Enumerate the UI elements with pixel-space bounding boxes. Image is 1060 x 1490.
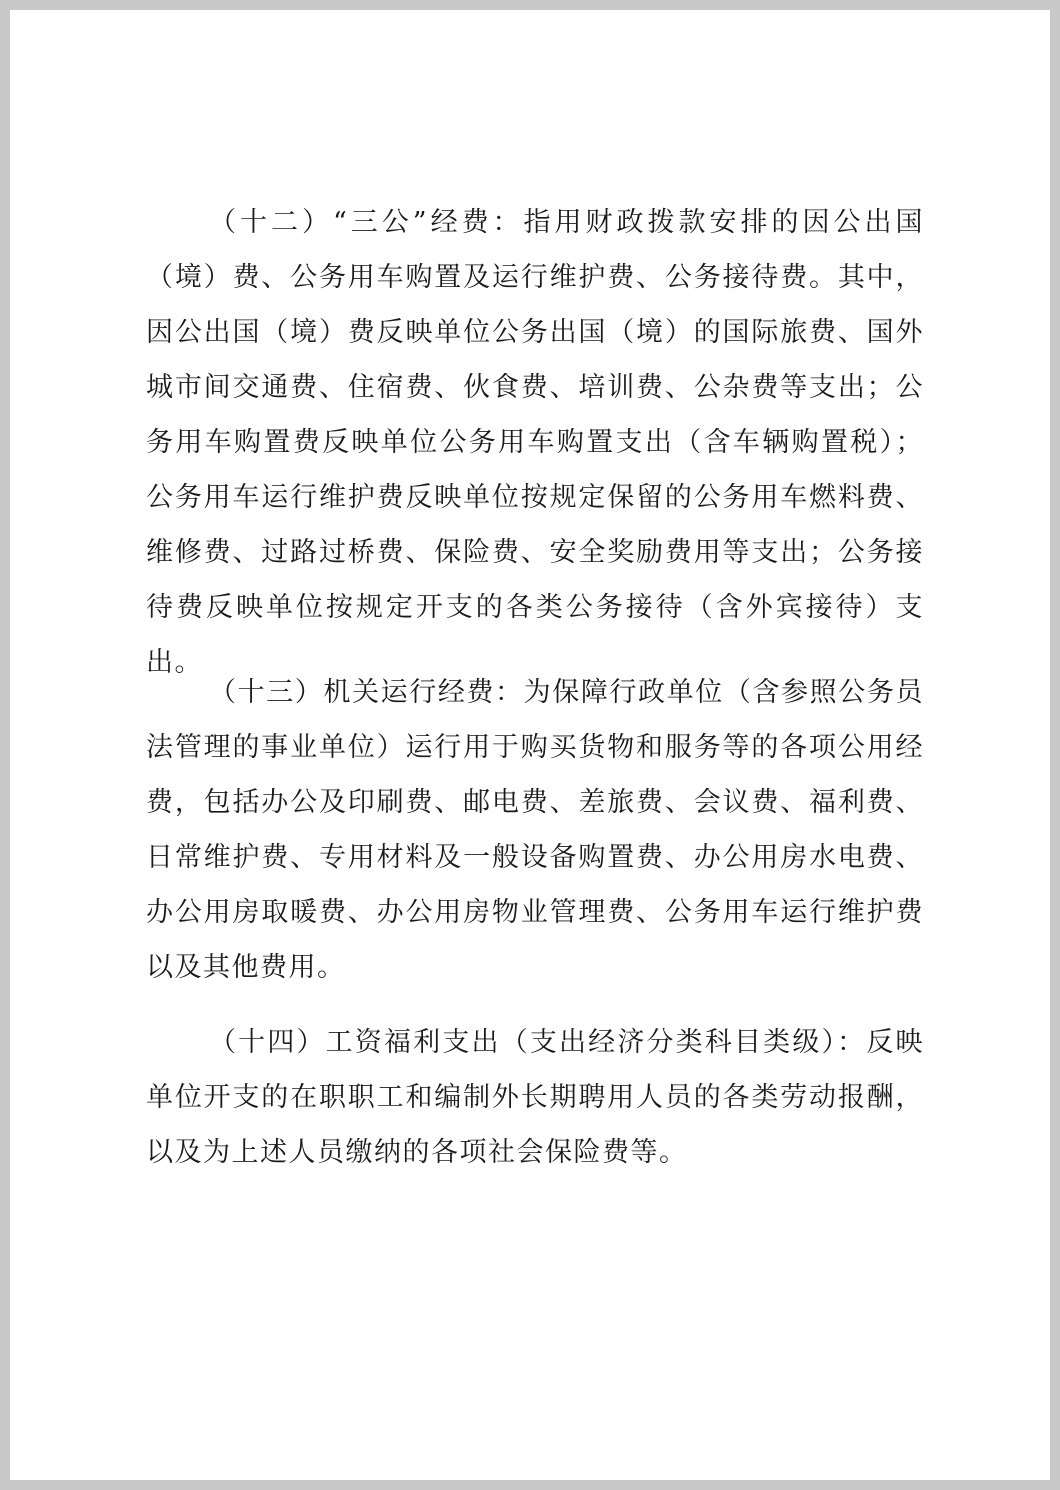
paragraph-fourteen-salary-welfare-expenditure: （十四）工资福利支出（支出经济分类科目类级）：反映单位开支的在职职工和编制外长期聘用人员的各类劳动报酬，以及为上述人员缴纳的各项社会保险费等。 bbox=[146, 1027, 924, 1168]
paragraph-twelve-three-public-expenses: （十二）“三公”经费：指用财政拨款安排的因公出国（境）费、公务用车购置及运行维护费、公务接待费。其中，因公出国（境）费反映单位公务出国（境）的国际旅费、国外城市间交通费、住宿费、伙食费、培训费、公杂费等支出；公务用车购置费反映单位公务用车购置支出（含车辆购置税）；公务用车运行维护费反映单位按规定保留的公务用车燃料费、维修费、过路过桥费、保险费、安全奖励费用等支出；公务接待费反映单位按规定开支的各类公务接待（含外宾接待）支出。 bbox=[146, 207, 924, 678]
paragraph-thirteen-agency-operating-expenses: （十三）机关运行经费：为保障行政单位（含参照公务员法管理的事业单位）运行用于购买货物和服务等的各项公用经费，包括办公及印刷费、邮电费、差旅费、会议费、福利费、日常维护费、专用材料及一般设备购置费、办公用房水电费、办公用房取暖费、办公用房物业管理费、公务用车运行维护费以及其他费用。 bbox=[146, 677, 924, 983]
document-page bbox=[10, 10, 1050, 1480]
